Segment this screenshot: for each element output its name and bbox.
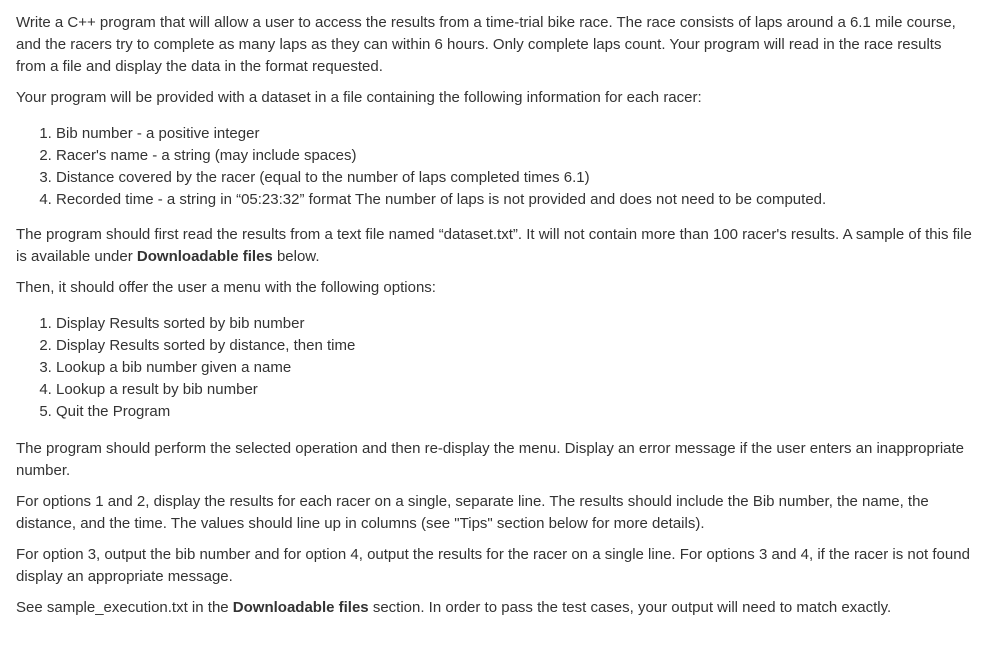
list-item: 4. Lookup a result by bib number bbox=[56, 379, 974, 401]
list-item: 3. Distance covered by the racer (equal to the number of laps completed times 6.1) bbox=[56, 167, 974, 189]
list-item: 1. Bib number - a positive integer bbox=[56, 123, 974, 145]
sample-execution-paragraph bbox=[16, 597, 974, 619]
file-paragraph bbox=[16, 224, 974, 268]
file-paragraph-text: The program should first read the results from a text file named “dataset.txt”. It will not contain more than 100 racer's results. A sample of this file is available under bbox=[16, 226, 972, 265]
sample-paragraph-tail: section. In order to pass the test cases, your output will need to match exactly. bbox=[368, 599, 892, 616]
perform-paragraph: The program should perform the selected operation and then re-display the menu. Display an error message if the user enters an inappropriate number. bbox=[16, 440, 965, 479]
list-item: 2. Display Results sorted by distance, then time bbox=[56, 335, 974, 357]
list-item: 5. Quit the Program bbox=[56, 401, 974, 423]
file-paragraph-tail: below. bbox=[272, 248, 320, 265]
intro-paragraph: Write a C++ program that will allow a user to access the results from a time-trial bike race. The race consists of laps around a 6.1 mile course, and the racers try to complete as many laps as they can within 6 hours. Only complete laps count. Your program will read in the race results from a file and display the data in the format requested. bbox=[16, 14, 956, 75]
list-item: 2. Racer's name - a string (may include spaces) bbox=[56, 145, 974, 167]
menu-options-list bbox=[16, 313, 974, 423]
options-3-4-paragraph: For option 3, output the bib number and for option 4, output the results for the racer on a single line. For options 3 and 4, if the racer is not found display an appropriate message. bbox=[16, 546, 970, 585]
list-item: 1. Display Results sorted by bib number bbox=[56, 313, 974, 335]
downloadable-files-reference: Downloadable files bbox=[136, 248, 273, 265]
list-item: 3. Lookup a bib number given a name bbox=[56, 357, 974, 379]
dataset-intro-paragraph: Your program will be provided with a dataset in a file containing the following information for each racer: bbox=[16, 89, 702, 106]
menu-intro-paragraph: Then, it should offer the user a menu with the following options: bbox=[16, 279, 436, 296]
sample-paragraph-text: See sample_execution.txt in the bbox=[16, 599, 233, 616]
options-1-2-paragraph: For options 1 and 2, display the results for each racer on a single, separate line. The results should include the Bib number, the name, the distance, and the time. The values should line up in columns (see "Tips" section below for more details). bbox=[16, 493, 929, 532]
downloadable-files-reference: Downloadable files bbox=[232, 599, 369, 616]
list-item: 4. Recorded time - a string in “05:23:32” format The number of laps is not provided and does not need to be computed. bbox=[56, 189, 974, 211]
dataset-fields-list bbox=[16, 123, 974, 211]
